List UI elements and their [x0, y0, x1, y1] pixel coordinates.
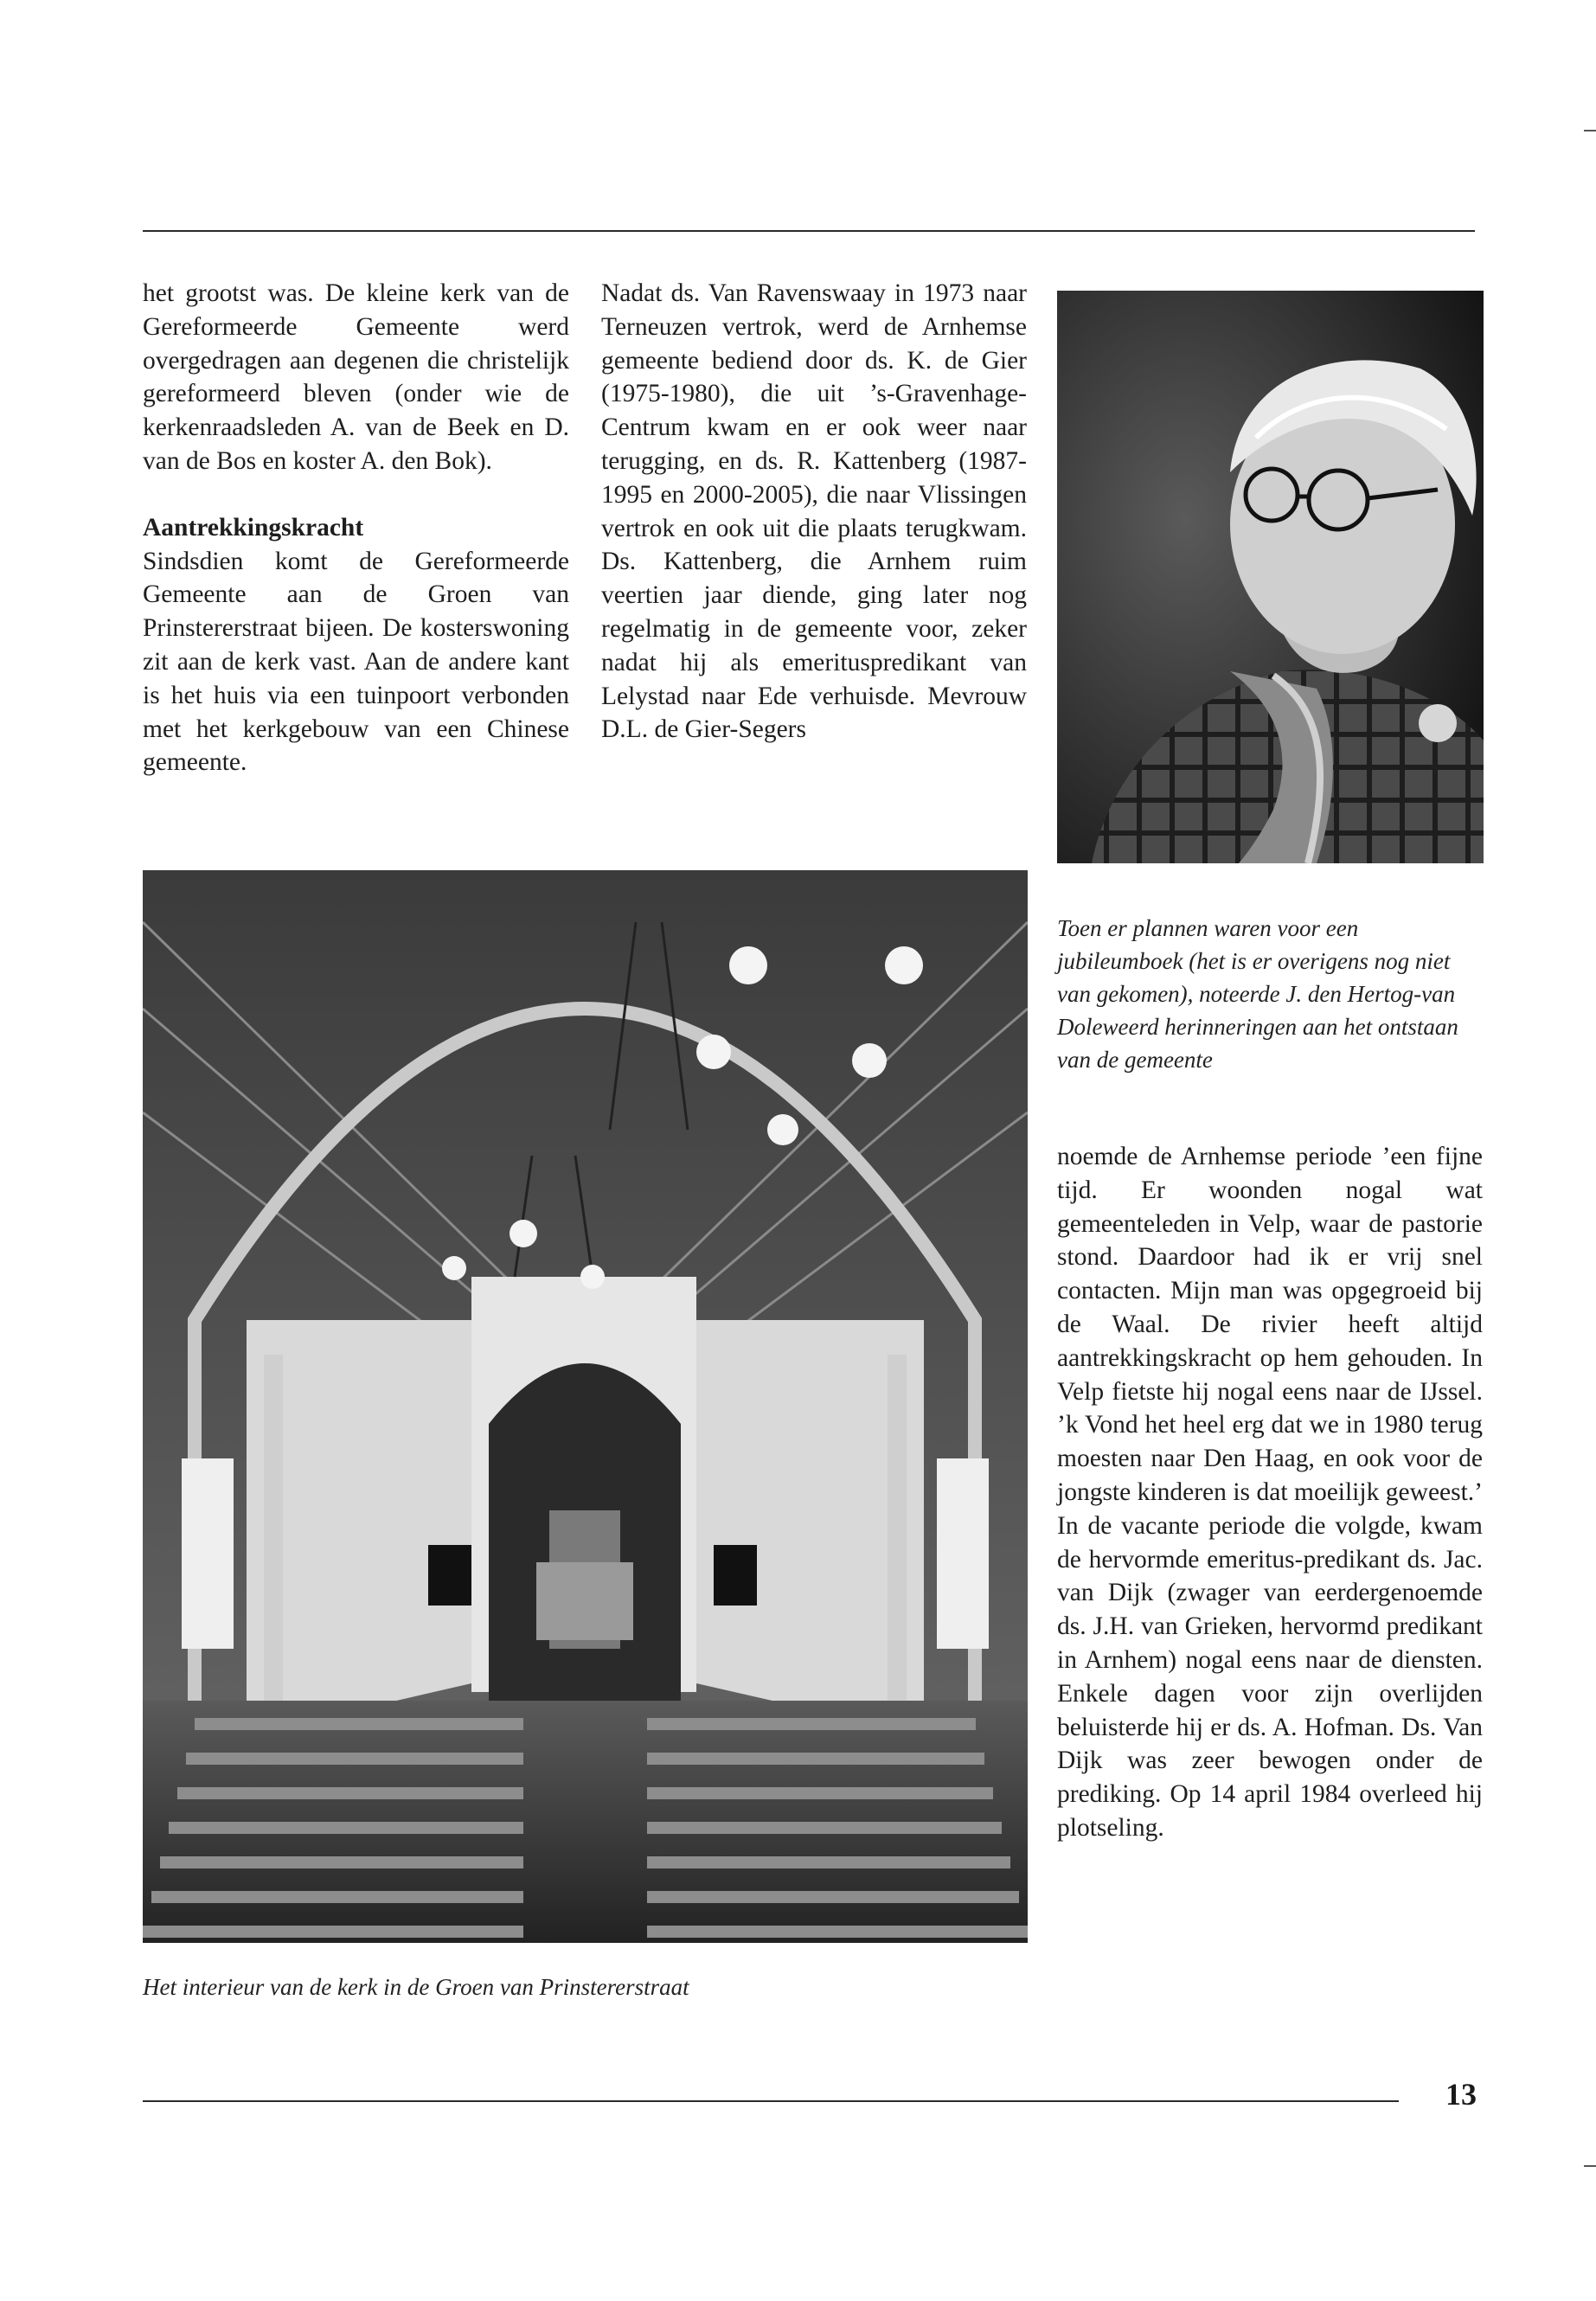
portrait-illustration	[1057, 291, 1484, 863]
interior-caption: Het interieur van de kerk in de Groen van Prinstererstraat	[143, 1974, 689, 2000]
crop-mark-top	[1584, 130, 1596, 131]
text-column-1	[143, 277, 569, 779]
portrait-caption: Toen er plannen waren voor een jubileumboek (het is er overigens nog niet van gekomen), noteerde J. den Hertog-van Doleweerd herinneringen aan het ontstaan van de gemeente	[1057, 915, 1458, 1073]
portrait-photo	[1057, 291, 1484, 863]
column2-paragraph-1: Nadat ds. Van Ravenswaay in 1973 naar Terneuzen vertrok, werd de Arnhemse gemeente bediend door ds. K. de Gier (1975-1980), die uit ’s-Gravenhage-Centrum kwam en er ook weer naar terugging, en ds. R. Kattenberg (1987-1995 en 2000-2005), die naar Vlissingen vertrok en ook uit die plaats terugkwam. Ds. Kattenberg, die Arnhem ruim veertien jaar diende, ging later nog regelmatig in de gemeente voor, zeker nadat hij als emerituspredikant van Lelystad naar Ede verhuisde. Mevrouw D.L. de Gier-Segers	[601, 279, 1027, 744]
column1-paragraph-2: Sindsdien komt de Gereformeerde Gemeente aan de Groen van Prinstererstraat bijeen. De kosterswoning zit aan de kerk vast. Aan de andere kant is het huis via een tuinpoort verbonden met het kerkgebouw van een Chinese gemeente.	[143, 547, 569, 777]
column1-paragraph-1: het grootst was. De kleine kerk van de Gereformeerde Gemeente werd overgedragen aan degenen die christelijk gereformeerd bleven (onder wie de kerkenraadsleden A. van de Beek en D. van de Bos en koster A. den Bok).	[143, 279, 569, 475]
top-rule	[143, 230, 1475, 232]
text-column-3	[1057, 1140, 1483, 1845]
bottom-rule	[143, 2100, 1399, 2102]
section-heading: Aantrekkingskracht	[143, 513, 364, 542]
column3-paragraph-1: noemde de Arnhemse periode ’een fijne tijd. Er woonden nogal wat gemeenteleden in Velp, waar de pastorie stond. Daardoor had ik er vrij snel contacten. Mijn man was opgegroeid bij de Waal. De rivier heeft altijd aantrekkingskracht op hem gehouden. In Velp fietste hij nogal eens naar de IJssel. ’k Vond het heel erg dat we in 1980 terug moesten naar Den Haag, en ook voor de jongste kinderen is dat moeilijk geweest.’ In de vacante periode die volgde, kwam de hervormde emeritus-predikant ds. Jac. van Dijk (zwager van eerdergenoemde ds. J.H. van Grieken, hervormd predikant in Arnhem) nogal eens naar de diensten. Enkele dagen voor zijn overlijden beluisterde hij er ds. A. Hofman. Ds. Van Dijk was zeer bewogen onder de prediking. Op 14 april 1984 overleed hij plotseling.	[1057, 1143, 1483, 1842]
text-column-2	[601, 277, 1027, 747]
crop-mark-bottom	[1584, 2165, 1596, 2167]
church-interior-photo	[143, 870, 1028, 1943]
church-interior-illustration	[143, 870, 1028, 1943]
page-number: 13	[1445, 2077, 1477, 2112]
